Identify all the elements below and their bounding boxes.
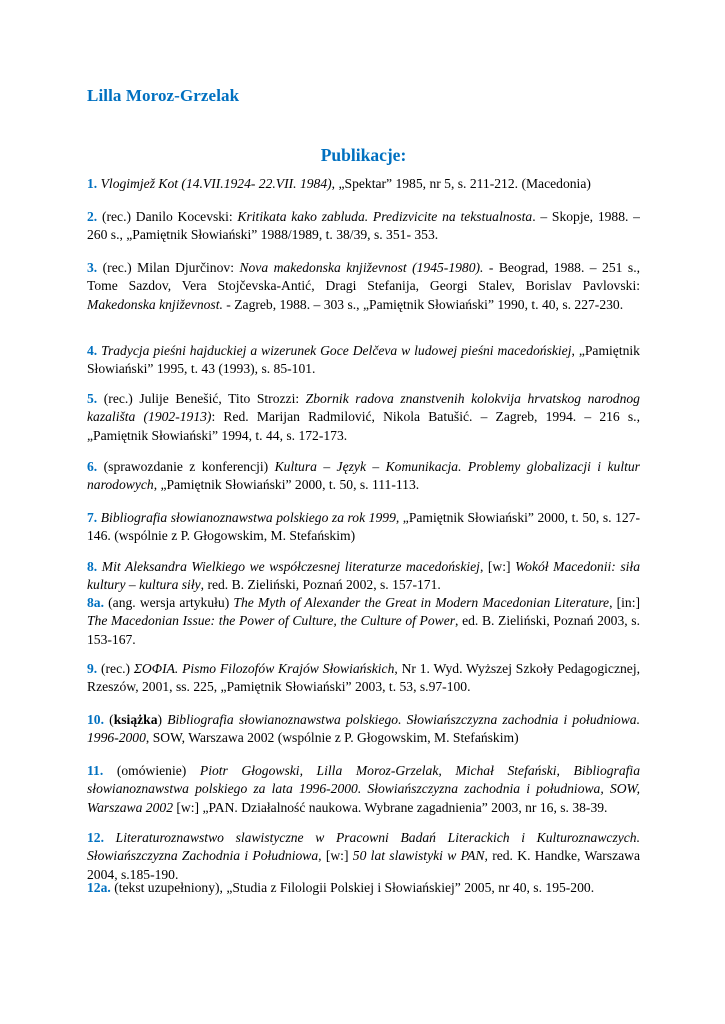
- entry-number: 2.: [87, 209, 98, 224]
- entry-title: Vlogimjež Kot (14.VII.1924- 22.VII. 1984): [100, 176, 332, 191]
- entry-details: [w:] „PAN. Działalność naukowa. Wybrane zagadnienia” 2003, nr 16, s. 38-39.: [173, 799, 608, 815]
- entry-details: - Zagreb, 1988. – 303 s., „Pamiętnik Słowiański” 1990, t. 40, s. 227-230.: [222, 296, 624, 312]
- entry-title: Makedonska književnost.: [87, 296, 223, 312]
- publication-entry: [87, 208, 640, 245]
- entry-details: (ang. wersja artykułu): [108, 595, 234, 610]
- entry-number: 8.: [87, 559, 98, 574]
- section-heading: Publikacje:: [320, 145, 407, 165]
- entry-details: (rec.) Milan Djurčinov:: [102, 260, 240, 275]
- entry-number: 1.: [87, 176, 98, 191]
- entry-title: Bibliografia słowianoznawstwa polskiego za rok 1999,: [100, 510, 400, 525]
- entry-number: 4.: [87, 343, 98, 358]
- publication-entry: [87, 259, 640, 314]
- entry-details: (sprawozdanie z konferencji): [103, 459, 275, 474]
- publication-entry: [87, 175, 640, 193]
- entry-details: , „Pamiętnik Słowiański” 1995, t. 43 (1993), s. 85-101.: [87, 343, 640, 377]
- entry-details: (tekst uzupełniony), „Studia z Filologii Polskiej i Słowiańskiej” 2005, nr 40, s. 195-200.: [114, 880, 595, 895]
- entry-title: Kritikata kako zabluda. Predizvicite na tekstualnosta: [237, 209, 533, 224]
- publication-entry: [87, 711, 640, 748]
- publication-entry: [87, 558, 640, 595]
- entry-title: Literaturoznawstwo slawistyczne w Pracowni Badań Literackich i Kulturoznawczych. Słowiańszczyzna Zachodnia i Południowa,: [87, 830, 640, 864]
- entry-number: 8a.: [87, 595, 104, 610]
- entry-details: : Red. Marijan Radmilović, Nikola Batušić. – Zagreb, 1994. – 216 s., „Pamiętnik Słowiański” 1994, t. 44, s. 172-173.: [87, 409, 640, 443]
- entry-title: Zbornik radova znanstvenih kolokvija hrvatskog narodnog kazališta (1902-1913): [87, 391, 640, 425]
- publication-entry: [87, 509, 640, 546]
- entry-details: , ed. B. Zieliński, Poznań 2003, s. 153-167.: [87, 613, 640, 647]
- entry-title: The Myth of Alexander the Great in Modern Macedonian Literature: [233, 595, 610, 610]
- publication-entry: [87, 342, 640, 379]
- entry-title: Wokół Macedonii: siła kultury – kultura siły: [87, 559, 640, 593]
- entry-details: . – Skopje, 1988. – 260 s., „Pamiętnik Słowiański” 1988/1989, t. 38/39, s. 351- 353.: [87, 209, 640, 243]
- publication-entry: [87, 829, 640, 884]
- entry-details: - Beograd, 1988. – 251 s., Tome Sazdov, Vera Stojčevska-Antić, Dragi Stefanija, Georgi Stalev, Borislav Pavlovski:: [87, 260, 640, 294]
- entry-number: 10.: [87, 712, 104, 727]
- publication-entry: [87, 390, 640, 445]
- entry-details: (omówienie): [116, 763, 200, 778]
- entry-type: książka: [113, 712, 158, 727]
- entry-details: , [w:]: [479, 559, 516, 574]
- entry-details: , [in:]: [609, 595, 640, 610]
- entry-details: red. K. Handke, Warszawa 2004, s.185-190.: [87, 848, 640, 882]
- entry-details: , „Spektar” 1985, nr 5, s. 211-212. (Macedonia): [331, 176, 591, 191]
- entry-title: Piotr Głogowski, Lilla Moroz-Grzelak, Michał Stefański, Bibliografia słowianoznawstwa polskiego za lata 1996-2000. Słowiańszczyzna zachodnia i południowa, SOW, Warszawa 2002: [87, 763, 640, 815]
- entry-number: 11.: [87, 763, 104, 778]
- entry-details: , red. B. Zieliński, Poznań 2002, s. 157-171.: [200, 577, 441, 593]
- entry-title: Tradycja pieśni hajduckiej a wizerunek Goce Delčeva w ludowej pieśni macedońskiej: [101, 343, 572, 358]
- entry-number: 12.: [87, 830, 104, 845]
- publication-entry: [87, 879, 640, 897]
- entry-details: „Pamiętnik Słowiański” 2000, t. 50, s. 127-146. (wspólnie z P. Głogowskim, M. Stefańskim): [87, 510, 640, 544]
- entry-number: 5.: [87, 391, 98, 406]
- entry-title: Nova makedonska književnost (1945-1980).: [239, 260, 484, 275]
- entry-title: Mit Aleksandra Wielkiego we współczesnej literaturze macedońskiej: [101, 559, 480, 574]
- publication-entry: [87, 660, 640, 697]
- entry-title: Kultura – Język – Komunikacja. Problemy globalizacji i kultur narodowych: [87, 459, 640, 493]
- entry-number: 12a.: [87, 880, 111, 895]
- entry-number: 7.: [87, 510, 98, 525]
- entry-number: 6.: [87, 459, 98, 474]
- entry-details: (: [109, 712, 114, 727]
- entry-details: , Nr 1. Wyd. Wyższej Szkoły Pedagogicznej, Rzeszów, 2001, ss. 225, „Pamiętnik Słowiański” 2003, t. 53, s.97-100.: [87, 661, 640, 695]
- publication-entry: [87, 762, 640, 817]
- entry-details: (rec.) Julije Benešić, Tito Strozzi:: [103, 391, 306, 406]
- publication-entry: [87, 458, 640, 495]
- author-name: Lilla Moroz-Grzelak: [87, 86, 240, 105]
- entry-details: ): [157, 712, 168, 727]
- entry-details: (rec.) Danilo Kocevski:: [101, 209, 238, 224]
- entry-number: 9.: [87, 661, 98, 676]
- entry-title: The Macedonian Issue: the Power of Culture, the Culture of Power: [87, 613, 456, 629]
- entry-number: 3.: [87, 260, 98, 275]
- entry-title: ΣΟΦΙΑ. Pismo Filozofów Krajów Słowiańskich: [133, 661, 395, 676]
- entry-details: , „Pamiętnik Słowiański” 2000, t. 50, s. 111-113.: [153, 477, 420, 493]
- entry-title: 50 lat slawistyki w PAN,: [352, 848, 488, 864]
- entry-title: Bibliografia słowianoznawstwa polskiego. Słowiańszczyzna zachodnia i południowa. 1996-2000: [87, 712, 640, 746]
- entry-details: , SOW, Warszawa 2002 (wspólnie z P. Głogowskim, M. Stefańskim): [145, 730, 519, 746]
- entry-details: (rec.): [101, 661, 134, 676]
- publication-entry: [87, 594, 640, 649]
- entry-details: [w:]: [321, 848, 353, 864]
